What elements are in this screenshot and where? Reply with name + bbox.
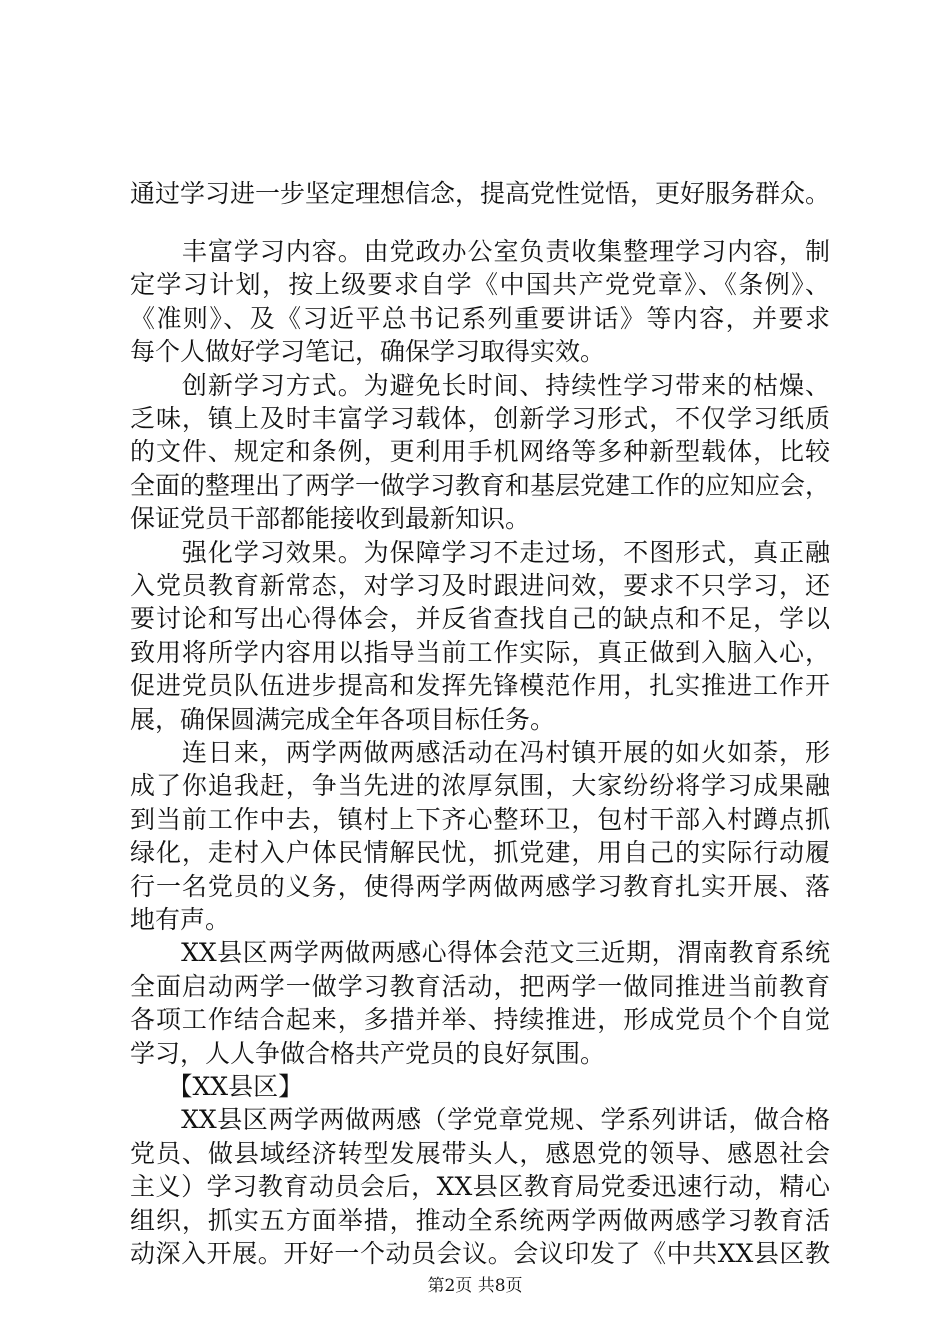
text-line: 党员、做县域经济转型发展带头人，感恩党的领导、感恩社会 [130, 1138, 830, 1168]
text-line: 《准则》、及《习近平总书记系列重要讲话》等内容，并要求 [130, 303, 830, 333]
text-line: 成了你追我赶，争当先进的浓厚氛围，大家纷纷将学习成果融 [130, 771, 830, 801]
text-line: 入党员教育新常态，对学习及时跟进问效，要求不只学习，还 [130, 571, 830, 600]
text-line: 学习，人人争做合格共产党员的良好氛围。 [130, 1038, 606, 1068]
text-line: 保证党员干部都能接收到最新知识。 [130, 504, 531, 534]
text-line: 地有声。 [130, 905, 231, 934]
page-footer: 第2页 共8页 [427, 1276, 523, 1296]
text-line: 每个人做好学习笔记，确保学习取得实效。 [130, 337, 606, 367]
text-line: XX县区两学两做两感（学党章党规、学系列讲话，做合格 [130, 1105, 830, 1135]
text-line: 强化学习效果。为保障学习不走过场，不图形式，真正融 [130, 537, 830, 567]
text-line: 连日来，两学两做两感活动在冯村镇开展的如火如荼，形 [130, 738, 830, 767]
text-line: 要讨论和写出心得体会，并反省查找自己的缺点和不足，学以 [130, 604, 830, 634]
text-line: 全面启动两学一做学习教育活动，把两学一做同推进当前教育 [130, 971, 830, 1001]
text-line: 到当前工作中去，镇村上下齐心整环卫，包村干部入村蹲点抓 [130, 804, 830, 834]
text-line: 主义）学习教育动员会后，XX县区教育局党委迅速行动，精心 [130, 1172, 830, 1202]
section-heading: 【XX县区】 [130, 1072, 304, 1101]
text-line: 致用将所学内容用以指导当前工作实际，真正做到入脑入心， [130, 637, 830, 667]
text-line: 动深入开展。开好一个动员会议。会议印发了《中共XX县区教 [130, 1239, 830, 1268]
text-line: 乏味，镇上及时丰富学习载体，创新学习形式，不仅学习纸质 [130, 404, 830, 433]
text-line: 行一名党员的义务，使得两学两做两感学习教育扎实开展、落 [130, 871, 830, 901]
text-line: 展，确保圆满完成全年各项目标任务。 [130, 704, 556, 734]
text-line: 绿化，走村入户体民情解民忧，抓党建，用自己的实际行动履 [130, 838, 830, 868]
text-line: 定学习计划，按上级要求自学《中国共产党党章》、《条例》、 [130, 270, 830, 300]
text-line: 的文件、规定和条例，更利用手机网络等多种新型载体，比较 [130, 437, 830, 467]
text-line: 创新学习方式。为避免长时间、持续性学习带来的枯燥、 [130, 370, 830, 400]
text-line: 促进党员队伍进步提高和发挥先锋模范作用，扎实推进工作开 [130, 671, 830, 701]
text-line: 通过学习进一步坚定理想信念，提高党性觉悟，更好服务群众。 [130, 179, 830, 208]
text-line: XX县区两学两做两感心得体会范文三近期，渭南教育系统 [130, 938, 830, 968]
text-line: 各项工作结合起来，多措并举、持续推进，形成党员个个自觉 [130, 1005, 830, 1035]
text-line: 丰富学习内容。由党政办公室负责收集整理学习内容，制 [130, 237, 830, 266]
text-line: 组织，抓实五方面举措，推动全系统两学两做两感学习教育活 [130, 1205, 830, 1235]
text-line: 全面的整理出了两学一做学习教育和基层党建工作的应知应会， [130, 470, 830, 500]
